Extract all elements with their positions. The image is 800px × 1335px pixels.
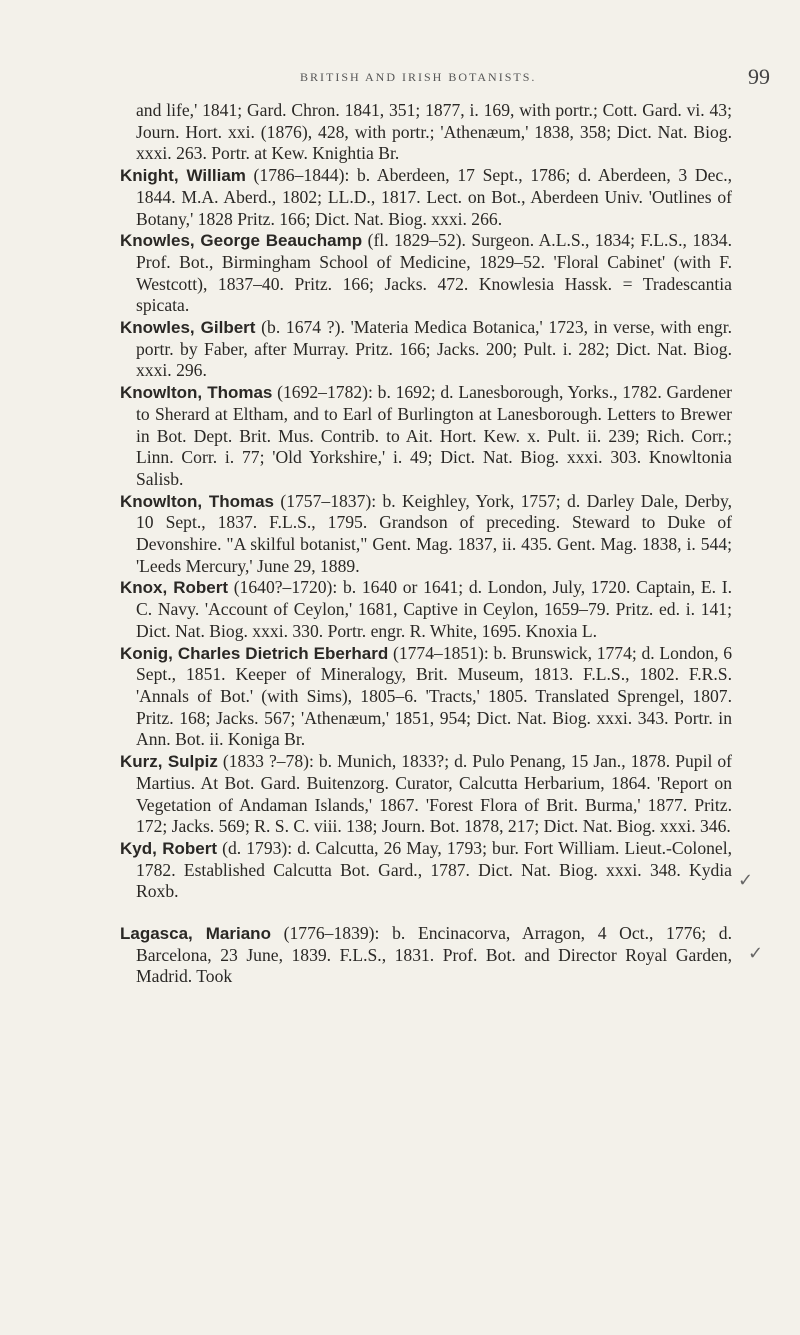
entry-knight-william	[120, 165, 732, 230]
entry-name: Knowlton, Thomas	[120, 491, 274, 511]
entry-name: Knowles, George Beauchamp	[120, 231, 363, 251]
entry-konig-charles	[120, 643, 732, 752]
entry-text: (d. 1793): d. Calcutta, 26 May, 1793; bur. Fort William. Lieut.-Colonel, 1782. Established Calcutta Bot. Gard., 1787. Dict. Nat. Biog. xxxi. 348. Kydia Roxb.	[136, 837, 733, 902]
entry-text: (1757–1837): b. Keighley, York, 1757; d. Darley Dale, Derby, 10 Sept., 1837. F.L.S., 1795. Grandson of preceding. Steward to Duke of Devonshire. "A skilful botanist," Gent. Mag. 1837, ii. 435. Gent. Mag. 1838, i. 544; 'Leeds Mercury,' June 29, 1889.	[136, 490, 732, 576]
entry-text: (1776–1839): b. Encinacorva, Arragon, 4 Oct., 1776; d. Barcelona, 23 June, 1839. F.L.S., 1831. Prof. Bot. and Director Royal Garden, Madrid. Took	[136, 923, 732, 987]
entry-text: (1833 ?–78): b. Munich, 1833?; d. Pulo Penang, 15 Jan., 1878. Pupil of Martius. At Bot. Gard. Buitenzorg. Curator, Calcutta Herbarium, 1864. 'Report on Vegetation of Andaman Islands,' 1867. 'Forest Flora of Brit. Burma,' 1877. Pritz. 172; Jacks. 569; R. S. C. viii. 138; Journ. Bot. 1878, 217; Dict. Nat. Biog. xxxi. 346.	[136, 751, 733, 837]
entry-text: (1692–1782): b. 1692; d. Lanesborough, Yorks., 1782. Gardener to Sherard at Eltham, and to Earl of Burlington at Lanesborough. Letters to Brewer in Bot. Dept. Brit. Mus. Contrib. to Ait. Hort. Kew. x. Pult. ii. 239; Rich. Corr.; Linn. Corr. i. 77; 'Old Yorkshire,' i. 49; Dict. Nat. Biog. xxxi. 303. Knowltonia Salisb.	[136, 382, 732, 489]
entry-text: (1774–1851): b. Brunswick, 1774; d. London, 6 Sept., 1851. Keeper of Mineralogy, Brit. Museum, 1813. F.L.S., 1802. F.R.S. 'Annals of Bot.' (with Sims), 1805–6. 'Tracts,' 1805. Translated Sprengel, 1807. Pritz. 168; Jacks. 567; 'Athenæum,' 1851, 954; Dict. Nat. Biog. xxxi. 343. Portr. in Ann. Bot. ii. Koniga Br.	[136, 642, 733, 750]
entry-knowles-gilbert	[120, 317, 732, 382]
entry-knowlton-thomas-1692	[120, 382, 732, 491]
entry-name: Kyd, Robert	[120, 838, 218, 858]
entry-knox-robert	[120, 577, 732, 642]
entry-text: (1640?–1720): b. 1640 or 1641; d. London, July, 1720. Captain, E. I. C. Navy. 'Account of Ceylon,' 1681, Captive in Ceylon, 1659–79. Pritz. ed. i. 141; Dict. Nat. Biog. xxxi. 330. Portr. engr. R. White, 1695. Knoxia L.	[136, 577, 732, 641]
entry-name: Knox, Robert	[120, 578, 229, 598]
entry-knowles-george	[120, 230, 732, 317]
entry-continued	[120, 100, 732, 165]
check-mark-icon: ✓	[748, 943, 764, 964]
page-header	[0, 64, 800, 90]
entry-text: (b. 1674 ?). 'Materia Medica Botanica,' 1723, in verse, with engr. portr. by Faber, after Murray. Pritz. 166; Jacks. 200; Pult. i. 282; Dict. Nat. Biog. xxxi. 296.	[136, 317, 732, 381]
entry-name: Lagasca, Mariano	[120, 924, 271, 944]
page-number: 99	[748, 64, 770, 89]
entry-name: Knowlton, Thomas	[120, 383, 273, 403]
entry-lagasca-mariano	[120, 923, 732, 988]
entry-name: Knight, William	[120, 166, 246, 186]
entries-column	[120, 100, 732, 988]
entry-text: (1786–1844): b. Aberdeen, 17 Sept., 1786; d. Aberdeen, 3 Dec., 1844. M.A. Aberd., 1802; LL.D., 1817. Lect. on Bot., Aberdeen Univ. 'Outlines of Botany,' 1828 Pritz. 166; Dict. Nat. Biog. xxxi. 266.	[136, 165, 732, 229]
running-head: BRITISH AND IRISH BOTANISTS.	[300, 70, 537, 84]
entry-name: Kurz, Sulpiz	[120, 752, 218, 772]
entry-knowlton-thomas-1757	[120, 491, 732, 578]
entry-text: (fl. 1829–52). Surgeon. A.L.S., 1834; F.L.S., 1834. Prof. Bot., Birmingham School of Medicine, 1829–52. 'Floral Cabinet' (with F. Westcott), 1837–40. Pritz. 166; Jacks. 472. Knowlesia Hassk. = Tradescantia spicata.	[136, 230, 733, 316]
entry-text: and life,' 1841; Gard. Chron. 1841, 351; 1877, i. 169, with portr.; Cott. Gard. vi. 43; Journ. Hort. xxi. (1876), 428, with portr.; 'Athenæum,' 1838, 358; Dict. Nat. Biog. xxxi. 263. Portr. at Kew. Knightia Br.	[136, 100, 732, 164]
entry-name: Knowles, Gilbert	[120, 318, 256, 338]
entry-kyd-robert	[120, 838, 732, 903]
entry-name: Konig, Charles Dietrich Eberhard	[120, 643, 389, 663]
check-mark-icon: ✓	[738, 870, 754, 891]
entry-kurz-sulpiz	[120, 751, 732, 838]
